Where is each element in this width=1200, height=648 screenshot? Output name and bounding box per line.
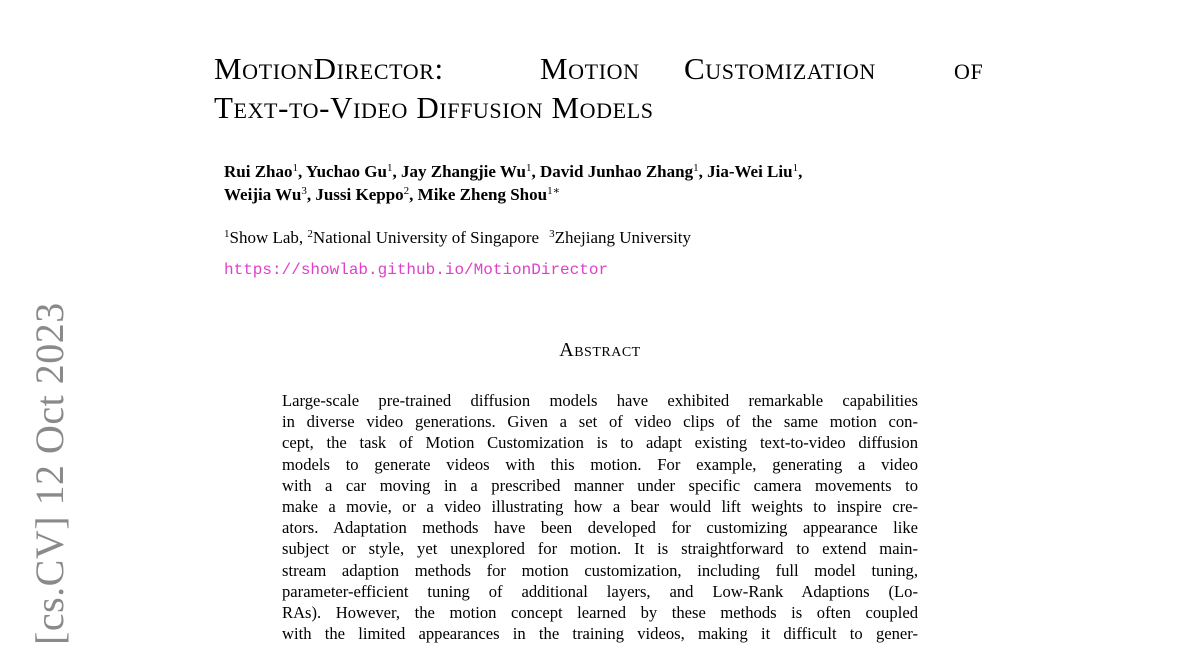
affiliation-separator: , bbox=[298, 228, 308, 247]
author-separator: , bbox=[798, 162, 803, 181]
affiliation-mark: 2 bbox=[307, 228, 313, 240]
abstract-line: subject or style, yet unexplored for motion. It is straightforward to extend main- bbox=[282, 539, 918, 559]
author-separator: , bbox=[531, 162, 541, 181]
author-affiliation-mark: 1 bbox=[386, 162, 393, 174]
author-separator: , bbox=[392, 162, 401, 181]
abstract-heading: Abstract bbox=[559, 339, 641, 361]
abstract-line: with a car moving in a prescribed manner under specific camera movements to bbox=[282, 475, 918, 495]
author-separator: , bbox=[306, 185, 316, 204]
author-affiliation-mark: 1 bbox=[292, 162, 298, 174]
project-url-link[interactable]: https://showlab.github.io/MotionDirector bbox=[224, 261, 609, 279]
affiliation-name: Zhejiang University bbox=[554, 228, 692, 247]
abstract-body bbox=[282, 390, 918, 644]
author-name: Yuchao Gu bbox=[305, 162, 387, 181]
affiliation-name: Show Lab bbox=[229, 228, 299, 247]
author-name: Rui Zhao bbox=[224, 162, 293, 181]
abstract-line: with the limited appearances in the training videos, making it difficult to gener- bbox=[282, 624, 918, 644]
author-affiliation-mark: 1 bbox=[792, 162, 799, 174]
abstract-line: ators. Adaptation methods have been developed for customizing appearance like bbox=[282, 518, 918, 538]
author-name: Mike Zheng Shou bbox=[417, 185, 548, 204]
author-line-1 bbox=[224, 160, 944, 183]
author-affiliation-mark: 1 bbox=[693, 162, 699, 174]
affiliation-mark: 3 bbox=[549, 228, 555, 240]
author-separator: , bbox=[409, 185, 418, 204]
author-name: Jay Zhangjie Wu bbox=[400, 162, 527, 181]
affiliations bbox=[224, 227, 691, 249]
title-word: of bbox=[954, 51, 984, 86]
abstract-line: make a movie, or a video illustrating how a bear would lift weights to inspire cre- bbox=[282, 496, 918, 516]
abstract-line: RAs). However, the motion concept learned by these methods is often coupled bbox=[282, 602, 918, 622]
arxiv-side-stamp: [cs.CV] 12 Oct 2023 bbox=[27, 302, 72, 645]
abstract-line: in diverse video generations. Given a set of video clips of the same motion con- bbox=[282, 412, 918, 432]
paper-title-line-2: Text-to-Video Diffusion Models bbox=[214, 90, 654, 125]
author-name: Jia-Wei Liu bbox=[707, 162, 793, 181]
abstract-line: parameter-efficient tuning of additional layers, and Low-Rank Adaptions (Lo- bbox=[282, 581, 918, 601]
title-word: MotionDirector: bbox=[214, 51, 444, 86]
author-name: Weijia Wu bbox=[224, 185, 302, 204]
abstract-line: Large-scale pre-trained diffusion models have exhibited remarkable capabilities bbox=[282, 391, 918, 410]
title-word: Customization bbox=[684, 51, 876, 86]
title-word: Motion bbox=[540, 51, 640, 86]
author-separator: , bbox=[298, 162, 306, 181]
author-list bbox=[224, 160, 944, 206]
abstract-line: cept, the task of Motion Customization is to adapt existing text-to-video diffusion bbox=[282, 433, 918, 453]
abstract-line: models to generate videos with this motion. For example, generating a video bbox=[282, 454, 918, 474]
author-line-2 bbox=[224, 183, 944, 206]
author-affiliation-mark: 1 bbox=[526, 162, 532, 174]
affiliation-name: National University of Singapore bbox=[312, 228, 540, 247]
author-name: Jussi Keppo bbox=[315, 185, 404, 204]
author-separator: , bbox=[698, 162, 708, 181]
author-affiliation-mark: 3 bbox=[301, 185, 307, 197]
author-affiliation-mark: 2 bbox=[403, 185, 410, 197]
author-affiliation-mark: 1∗ bbox=[547, 185, 561, 197]
abstract-line: stream adaption methods for motion customization, including full model tuning, bbox=[282, 560, 918, 580]
affiliation-mark: 1 bbox=[224, 228, 230, 240]
author-name: David Junhao Zhang bbox=[540, 162, 694, 181]
